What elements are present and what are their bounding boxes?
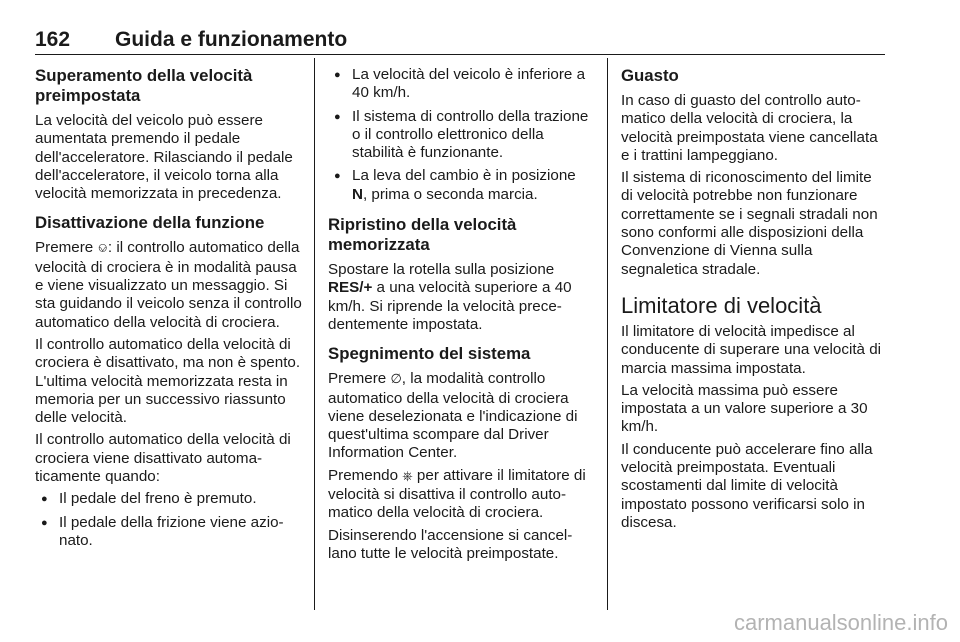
speed-limiter-icon: ⎈ [402,468,413,484]
paragraph-spegnimento-2: Premendo ⎈ per attivare il limitatore di velocità si disattiva il controllo automatico della velocità di crociera. [328,466,586,522]
paragraph-guasto-2: Il sistema di riconoscimento del limite di velocità potrebbe non funzionare correttamente se i segnali stradali non sono conformi alle disposizioni della Convenzione di Vienna sulla segnaletica stradale. [621,169,878,278]
paragraph-guasto-1: In caso di guasto del controllo automatico della velocità di crociera, la velocità preimpostata viene cancellata e i trattini lampeggiano. [621,92,878,164]
heading-ripristino: Ripristino della velocità memorizzata [328,215,517,255]
column-2 [328,66,592,567]
bullet-list-1 [35,490,303,550]
watermark: carmanualsonline.info [733,610,948,635]
paragraph-disattivazione-2: Il controllo automatico della velocità di crociera è disattivato, ma non è spento. L'ultima velocità memorizzata resta in memoria per un successivo riassunto delle velocità. [35,335,301,427]
list-item: ● Il pedale del freno è premuto. [35,490,303,508]
cruise-off-icon: ∅ [390,372,402,388]
paragraph-disattivazione-1: Premere ⎉: il controllo automatico della velocità di crociera è in modalità pausa e viene visualizzato un messaggio. Si sta guidando il veicolo senza il controllo automatico della velocità di crociera. [35,239,302,331]
heading-disattivazione: Disattivazione della funzione [35,213,265,233]
bullet-list-2 [328,66,592,204]
column-1 [35,66,303,555]
heading-guasto: Guasto [621,66,679,85]
heading-limitatore: Limitatore di velocità [621,292,822,318]
heading-spegnimento: Spegnimento del sistema [328,344,531,364]
list-item: ● Il pedale della frizione viene azionato. [35,514,303,551]
paragraph-limitatore-3: Il conducente può accelerare fino alla velocità preimpostata. Eventuali scostamenti dal limite di velocità impostato possono verificarsi solo in discesa. [621,440,873,531]
heading-superamento: Superamento della velocità preimpostata [35,66,253,105]
column-divider-1 [314,58,315,610]
paragraph-ripristino: Spostare la rotella sulla posizione RES/+ a una velocità superiore a 40 km/h. Si riprende la velocità precedentemente impostata. [328,261,572,333]
list-item: ● Il sistema di controllo della trazione o il controllo elettronico della stabilità è funzionante. [328,108,592,163]
list-item: ● La leva del cambio è in posizione N, prima o seconda marcia. [328,167,592,204]
column-divider-2 [607,58,608,610]
paragraph-disattivazione-3: Il controllo automatico della velocità di crociera viene disattivato automaticamente quando: [35,431,291,486]
list-item: ● La velocità del veicolo è inferiore a 40 km/h. [328,66,592,103]
paragraph-limitatore-2: La velocità massima può essere impostata a un valore superiore a 30 km/h. [621,381,868,436]
paragraph-spegnimento-3: Disinserendo l'accensione si cancellano tutte le velocità preimpostate. [328,526,573,562]
page-number: 162 [35,28,71,51]
header-rule [35,54,885,55]
running-title: Guida e funzionamento [115,28,348,51]
paragraph-superamento: La velocità del veicolo può essere aumentata premendo il pedale dell'acceleratore. Rilasciando il pedale dell'acceleratore, il veicolo torna alla velocità memorizzata in precedenza. [35,112,293,203]
paragraph-spegnimento-1: Premere ∅, la modalità controllo automatico della velocità di crociera viene deselezionata e l'indicazione di quest'ultima scompare dal Driver Information Center. [328,370,578,462]
page-header [35,28,885,54]
column-3 [621,66,887,536]
cruise-pause-icon: ⎉ [97,241,108,257]
paragraph-limitatore-1: Il limitatore di velocità impedisce al conducente di superare una velocità di marcia massima impostata. [621,322,882,377]
